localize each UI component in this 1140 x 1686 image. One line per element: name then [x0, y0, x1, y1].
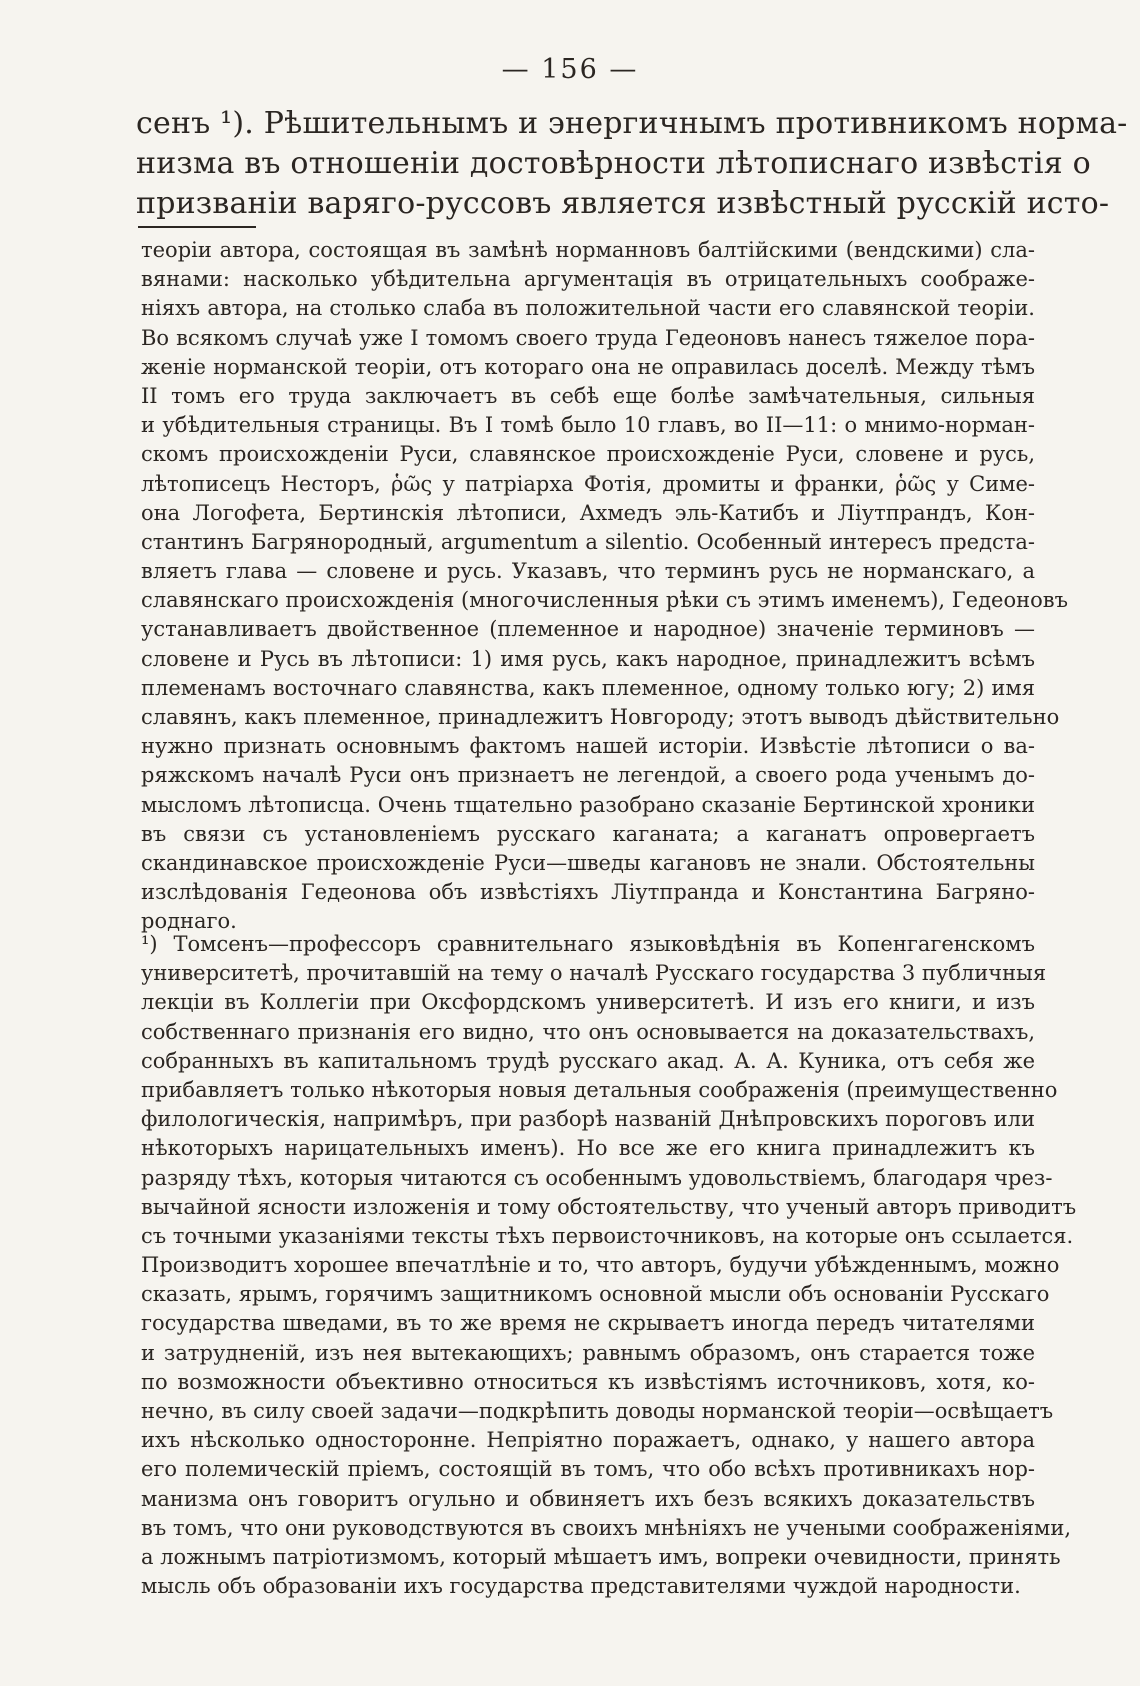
footnote-line: прибавляетъ только нѣкоторыя новыя детальныя соображенія (преимущественно [141, 1077, 1058, 1102]
footnote-line: лѣтописецъ Несторъ, ῥῶς у патріарха Фотія, дромиты и франки, ῥῶς у Симе- [141, 471, 1035, 496]
footnote-line: женіе норманской теоріи, отъ котораго она не оправилась доселѣ. Между тѣмъ [141, 354, 1035, 379]
footnote-line: и затрудненій, изъ нея вытекающихъ; равнымъ образомъ, онъ старается тоже [141, 1340, 1035, 1365]
footnote-line: собственнаго признанія его видно, что онъ основывается на доказательствахъ, [141, 1019, 1035, 1044]
footnote-line: нѣкоторыхъ нарицательныхъ именъ). Но все же его книга принадлежитъ къ [141, 1136, 1035, 1161]
footnote-line: вляетъ глава — словене и русь. Указавъ, что терминъ русь не норманскаго, а [141, 559, 1035, 584]
footnote-line: ихъ нѣсколько односторонне. Непріятно поражаетъ, однако, у нашего автора [141, 1428, 1035, 1453]
footnote-line: и убѣдительныя страницы. Въ I томѣ было 10 главъ, во II—11: о мнимо-норман- [141, 413, 1035, 438]
main-text [136, 104, 1128, 224]
footnote-line: она Логофета, Бертинскія лѣтописи, Ахмедъ эль-Катибъ и Ліутпрандъ, Кон- [141, 500, 1035, 525]
footnote-line: въ томъ, что они руководствуются въ своихъ мнѣніяхъ не учеными соображеніями, [141, 1515, 1072, 1540]
footnote-line: филологическія, напримѣръ, при разборѣ названій Днѣпровскихъ пороговъ или [141, 1107, 1035, 1132]
footnote-line: славянскаго происхожденія (многочисленныя рѣки съ этимъ именемъ), Гедеоновъ [141, 588, 1068, 613]
footnote-line: скандинавское происхожденіе Руси—шведы кагановъ не знали. Обстоятельны [141, 850, 1035, 875]
footnote-line: нужно признать основнымъ фактомъ нашей исторіи. Извѣстіе лѣтописи о ва- [141, 734, 1035, 759]
footnote-line: мысль объ образованіи ихъ государства представителями чуждой народности. [141, 1574, 1021, 1599]
main-text-line: призваніи варяго-руссовъ является извѣстный русскій исто- [136, 186, 1110, 221]
footnote-line: разряду тѣхъ, которыя читаются съ особеннымъ удовольствіемъ, благодаря чрез- [141, 1165, 1053, 1190]
footnote-line: вычайной ясности изложенія и тому обстоятельству, что ученый авторъ приводитъ [141, 1194, 1077, 1219]
footnote-line: скомъ происхожденіи Руси, славянское происхожденіе Руси, словене и русь, [141, 442, 1035, 467]
footnote-line: съ точными указаніями тексты тѣхъ первоисточниковъ, на которые онъ ссылается. [141, 1223, 1074, 1248]
footnote-1 [141, 930, 1077, 1601]
footnote-line: по возможности объективно относиться къ извѣстіямъ источниковъ, хотя, ко- [141, 1369, 1035, 1394]
footnote-line: теоріи автора, состоящая въ замѣнѣ норманновъ балтійскими (вендскими) сла- [141, 238, 1035, 262]
footnote-line: ряжскомъ началѣ Руси онъ признаетъ не легендой, а своего рода ученымъ до- [141, 763, 1035, 788]
footnote-line: славянъ, какъ племенное, принадлежитъ Новгороду; этотъ выводъ дѣйствительно [141, 705, 1060, 729]
footnote-line: вянами: насколько убѣдительна аргументація въ отрицательныхъ соображе- [141, 267, 1035, 292]
footnote-line: устанавливаетъ двойственное (племенное и народное) значеніе терминовъ — [141, 617, 1035, 642]
footnote-continued [141, 236, 1068, 937]
footnote-line: изслѣдованія Гедеонова объ извѣстіяхъ Ліутпранда и Константина Багряно- [141, 880, 1035, 905]
footnote-line: собранныхъ въ капитальномъ трудѣ русскаго акад. А. А. Куника, отъ себя же [141, 1048, 1035, 1073]
main-text-line: сенъ ¹). Рѣшительнымъ и энергичнымъ противникомъ норма- [136, 106, 1128, 141]
footnote-line: II томъ его труда заключаетъ въ себѣ еще болѣе замѣчательныя, сильныя [141, 383, 1035, 408]
footnote-line: университетѣ, прочитавшій на тему о началѣ Русскаго государства 3 публичныя [141, 961, 1047, 986]
main-text-line: низма въ отношеніи достовѣрности лѣтописнаго извѣстія о [136, 146, 1091, 181]
footnote-line: манизма онъ говоритъ огульно и обвиняетъ ихъ безъ всякихъ доказательствъ [141, 1486, 1035, 1511]
footnote-line: Производитъ хорошее впечатлѣніе и то, что авторъ, будучи убѣжденнымъ, можно [141, 1253, 1060, 1278]
footnote-line: государства шведами, въ то же время не скрываетъ иногда передъ читателями [141, 1311, 1035, 1336]
page-number: — 156 — [501, 54, 639, 85]
footnote-line: роднаго. [141, 909, 237, 934]
footnote-separator [138, 226, 256, 228]
footnote-line: словене и Русь въ лѣтописи: 1) имя русь, какъ народное, принадлежитъ всѣмъ [141, 646, 1035, 671]
footnote-line: а ложнымъ патріотизмомъ, который мѣшаетъ имъ, вопреки очевидности, принять [141, 1544, 1061, 1569]
footnote-line: Во всякомъ случаѣ уже I томомъ своего труда Гедеоновъ нанесъ тяжелое пора- [141, 325, 1035, 350]
footnote-line: ніяхъ автора, на столько слаба въ положительной части его славянской теоріи. [141, 296, 1035, 321]
footnote-line: лекціи въ Коллегіи при Оксфордскомъ университетѣ. И изъ его книги, и изъ [141, 990, 1035, 1015]
footnote-line: въ связи съ установленіемъ русскаго каганата; а каганатъ опровергаетъ [141, 821, 1035, 846]
footnote-line: его полемическій пріемъ, состоящій въ томъ, что обо всѣхъ противникахъ нор- [141, 1457, 1035, 1482]
footnote-line: племенамъ восточнаго славянства, какъ племенное, одному только югу; 2) имя [141, 675, 1035, 700]
footnote-line: ¹) Томсенъ—профессоръ сравнительнаго языковѣдѣнія въ Копенгагенскомъ [141, 932, 1035, 956]
footnote-line: сказать, ярымъ, горячимъ защитникомъ основной мысли объ основаніи Русскаго [141, 1282, 1050, 1307]
footnote-line: нечно, въ силу своей задачи—подкрѣпить доводы норманской теоріи—освѣщаетъ [141, 1399, 1054, 1423]
footnote-line: стантинъ Багрянородный, argumentum a silentio. Особенный интересъ предста- [141, 529, 1035, 554]
footnote-line: мысломъ лѣтописца. Очень тщательно разобрано сказаніе Бертинской хроники [141, 792, 1035, 817]
